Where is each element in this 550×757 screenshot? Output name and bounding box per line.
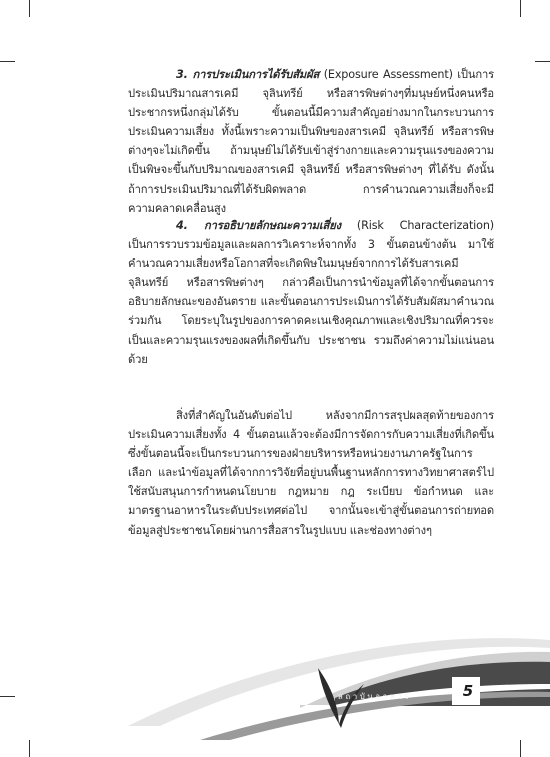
- heading-exposure-assessment: 3. การประเมินการได้รับสัมผัส: [176, 68, 320, 81]
- heading-risk-characterization: 4. การอธิบายลักษณะความเสี่ยง: [176, 219, 341, 232]
- page-number: 5: [462, 682, 474, 700]
- paragraph-text: (Exposure Assessment) เป็นการประเมินปริมาณสารเคมี จุลินทรีย์ หรือสารพิษต่างๆที่มนุษย์หนึ่งคนหรือประชากรหนึ่งกลุ่มได้รับ ขั้นตอนนี้มีความสำคัญอย่างมากในกระบวนการประเมินความเสี่ยง ทั้งนี้เพราะความเป็นพิษของสารเคมี จุลินทรีย์ หรือสารพิษต่างๆจะไม่เกิดขึ้น ถ้ามนุษย์ไม่ได้รับเข้าสู่ร่างกายและความรุนแรงของความเป็นพิษจะขึ้นกับปริมาณของสารเคมี จุลินทรีย์ หรือสารพิษต่างๆ ที่ได้รับ ดังนั้นถ้าการประเมินปริมาณที่ได้รับผิดพลาด การคำนวณความเสี่ยงก็จะมีความคลาดเคลื่อนสูง: [128, 68, 494, 215]
- paragraph-text: สิ่งที่สำคัญในอันดับต่อไป หลังจากมีการสรุปผลสุดท้ายของการประเมินความเสี่ยงทั้ง 4 ขั้นตอนแล้วจะต้องมีการจัดการกับความเสี่ยงที่เกิดขึ้น ซึ่งขั้นตอนนี้จะเป็นกระบวนการของฝ่ายบริหารหรือหน่วยงานภาครัฐในการเลือก และนำข้อมูลที่ได้จากการวิจัยที่อยู่บนพื้นฐานหลักการทางวิทยาศาสตร์ไปใช้สนับสนุนการกำหนดนโยบาย กฎหมาย กฎ ระเบียบ ข้อกำหนด และมาตรฐานอาหารในระดับประเทศต่อไป จากนั้นจะเข้าสู่ขั้นตอนการถ่ายทอดข้อมูลสู่ประชาชนโดยผ่านการสื่อสารในรูปแบบ และช่องทางต่างๆ: [128, 409, 494, 537]
- footer-label: สถาบันอาหาร: [338, 692, 412, 701]
- paragraph-text: (Risk Characterization) เป็นการรวบรวมข้อมูลและผลการวิเคราะห์จากทั้ง 3 ขั้นตอนข้างต้น มาใช้คำนวณความเสี่ยงหรือโอกาสที่จะเกิดพิษในมนุษย์จากการได้รับสารเคมี จุลินทรีย์ หรือสารพิษต่างๆ กล่าวคือเป็นการนำข้อมูลที่ได้จากขั้นตอนการอธิบายลักษณะของอันตราย และขั้นตอนการประเมินการได้รับสัมผัสมาคำนวณร่วมกัน โดยระบุในรูปของการคาดคะเนเชิงคุณภาพและเชิงปริมาณที่ควรจะเป็นและความรุนแรงของผลที่เกิดขึ้นกับ ประชาชน รวมถึงค่าความไม่แน่นอนด้วย: [128, 219, 494, 366]
